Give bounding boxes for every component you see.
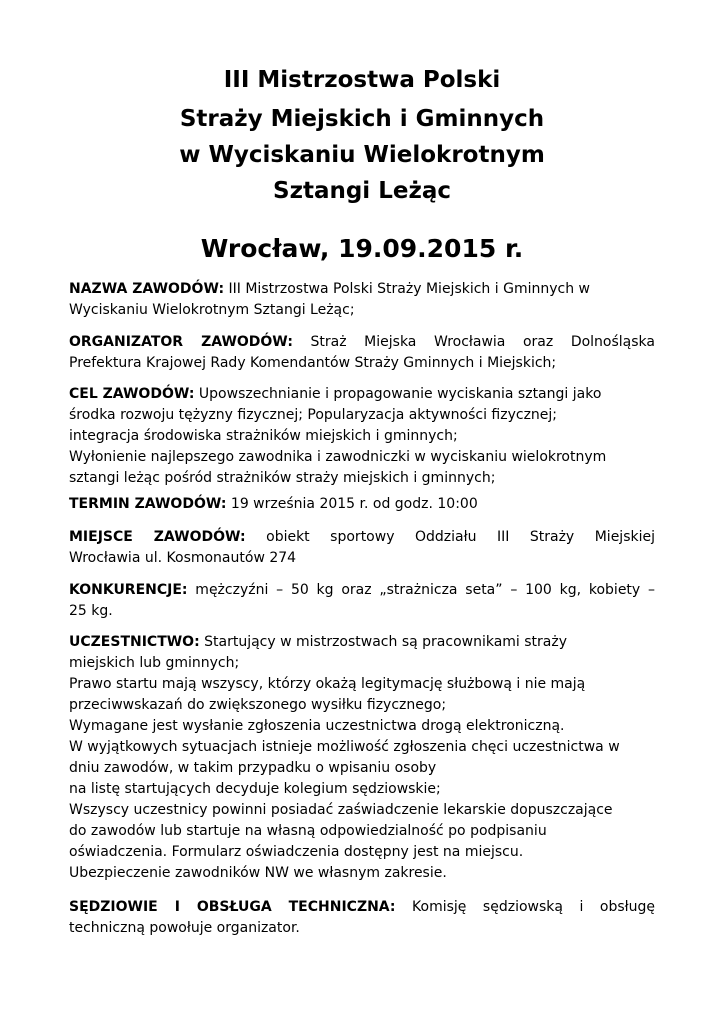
section-cel — [69, 384, 655, 489]
section-text: Prefektura Krajowej Rady Komendantów Straży Gminnych i Miejskich; — [69, 355, 557, 371]
section-text: miejskich lub gminnych; — [69, 655, 240, 671]
section-text: 19 września 2015 r. od godz. 10:00 — [226, 496, 478, 512]
section-sedziowie — [69, 897, 655, 939]
section-text: Upowszechnianie i propagowanie wyciskania sztangi jako — [194, 386, 602, 402]
title-line-3: w Wyciskaniu Wielokrotnym — [179, 142, 545, 168]
section-text: Wyłonienie najlepszego zawodnika i zawodniczki w wyciskaniu wielokrotnym — [69, 449, 607, 465]
section-label: MIEJSCE ZAWODÓW: — [69, 529, 246, 545]
section-organizator — [69, 332, 655, 374]
section-text: sztangi leżąc pośród strażników straży miejskich i gminnych; — [69, 470, 496, 486]
date-place-heading: Wrocław, 19.09.2015 r. — [200, 234, 524, 263]
section-text: Wymagane jest wysłanie zgłoszenia uczestnictwa drogą elektroniczną. — [69, 718, 565, 734]
section-text: Komisję sędziowską i obsługę — [395, 899, 655, 915]
section-text: W wyjątkowych sytuacjach istnieje możliwość zgłoszenia chęci uczestnictwa w — [69, 739, 620, 755]
section-text: na listę startujących decyduje kolegium sędziowskie; — [69, 781, 441, 797]
section-text: Straż Miejska Wrocławia oraz Dolnośląska — [292, 334, 655, 350]
section-text: mężczyźni – 50 kg oraz „strażnicza seta” – 100 kg, kobiety – — [187, 582, 655, 598]
section-text: przeciwwskazań do zwiększonego wysiłku fizycznego; — [69, 697, 447, 713]
section-text: techniczną powołuje organizator. — [69, 920, 300, 936]
section-label: CEL ZAWODÓW: — [69, 386, 195, 402]
section-uczestnictwo — [69, 632, 655, 884]
section-text: Wrocławia ul. Kosmonautów 274 — [69, 550, 297, 566]
section-label: TERMIN ZAWODÓW: — [69, 496, 227, 512]
section-text: środka rozwoju tężyzny fizycznej; Popularyzacja aktywności fizycznej; — [69, 407, 558, 423]
section-text: Prawo startu mają wszyscy, którzy okażą legitymację służbową i nie mają — [69, 676, 586, 692]
section-text: oświadczenia. Formularz oświadczenia dostępny jest na miejscu. — [69, 844, 524, 860]
section-text: 25 kg. — [69, 603, 113, 619]
section-label: SĘDZIOWIE I OBSŁUGA TECHNICZNA: — [69, 899, 396, 915]
section-text: Wszyscy uczestnicy powinni posiadać zaświadczenie lekarskie dopuszczające — [69, 802, 613, 818]
section-text: integracja środowiska strażników miejskich i gminnych; — [69, 428, 458, 444]
section-label: KONKURENCJE: — [69, 582, 188, 598]
section-termin — [69, 494, 655, 515]
section-label: NAZWA ZAWODÓW: — [69, 281, 225, 297]
section-konkurencje — [69, 580, 655, 622]
section-text: obiekt sportowy Oddziału III Straży Miejskiej — [245, 529, 655, 545]
section-label: UCZESTNICTWO: — [69, 634, 200, 650]
title-line-2: Straży Miejskich i Gminnych — [179, 106, 545, 132]
section-text: Ubezpieczenie zawodników NW we własnym zakresie. — [69, 865, 447, 881]
section-nazwa — [69, 279, 655, 321]
section-text: do zawodów lub startuje na własną odpowiedzialność po podpisaniu — [69, 823, 547, 839]
section-text: Wyciskaniu Wielokrotnym Sztangi Leżąc; — [69, 302, 355, 318]
section-text: Startujący w mistrzostwach są pracownikami straży — [199, 634, 568, 650]
title-line-4: Sztangi Leżąc — [273, 178, 451, 204]
title-line-1: III Mistrzostwa Polski — [223, 67, 501, 93]
section-miejsce — [69, 527, 655, 569]
section-text: III Mistrzostwa Polski Straży Miejskich i Gminnych w — [224, 281, 590, 297]
section-label: ORGANIZATOR ZAWODÓW: — [69, 334, 293, 350]
section-text: dniu zawodów, w takim przypadku o wpisaniu osoby — [69, 760, 437, 776]
